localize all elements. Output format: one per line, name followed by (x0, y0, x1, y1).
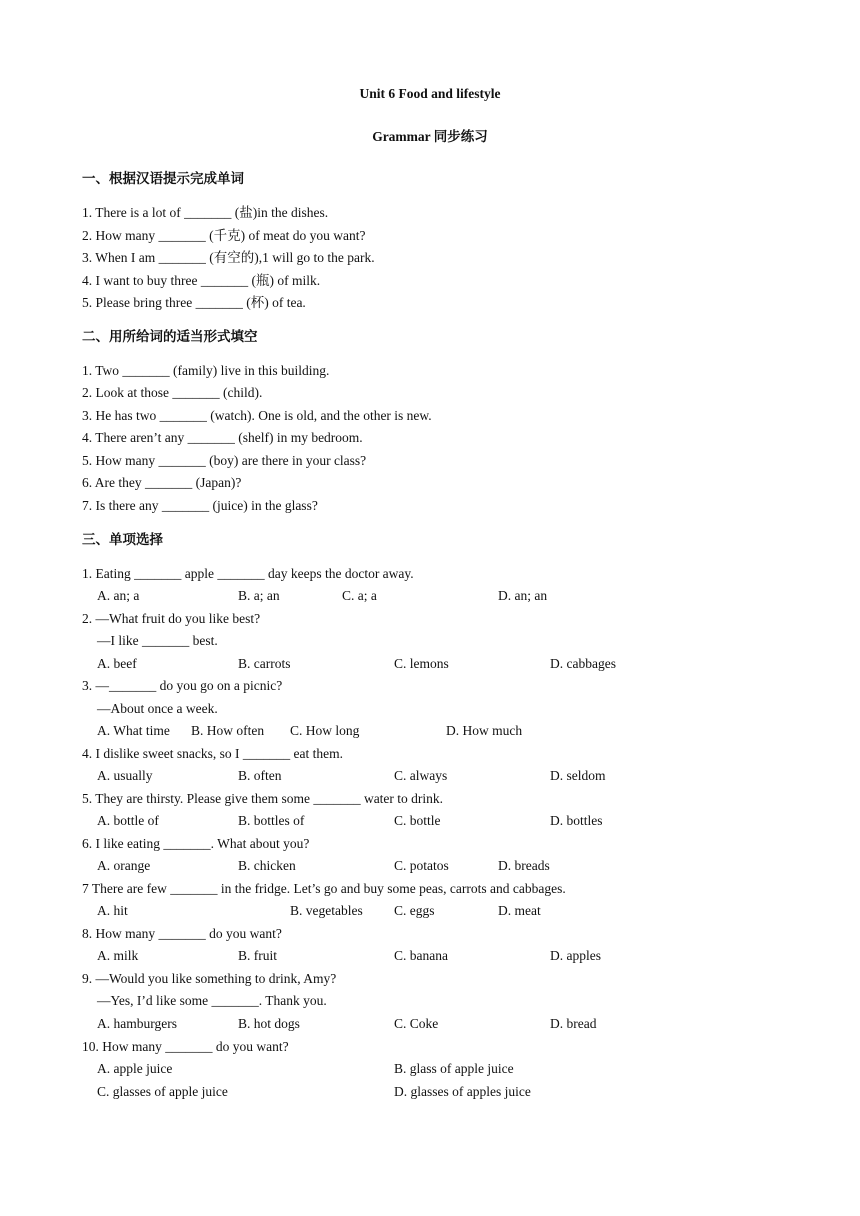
q1-stem: 1. Eating _______ apple _______ day keeps the doctor away. (82, 566, 414, 581)
s2-item-4: 4. There aren’t any _______ (shelf) in my bedroom. (82, 430, 363, 445)
q3-option-c: C. How long (290, 723, 360, 738)
section-2-heading: 二、用所给词的适当形式填空 (82, 329, 258, 345)
q4-option-d: D. seldom (550, 768, 606, 783)
q7-option-d: D. meat (498, 903, 541, 918)
q5-option-c: C. bottle (394, 813, 441, 828)
q9-option-a: A. hamburgers (97, 1016, 177, 1031)
q6-option-b: B. chicken (238, 858, 296, 873)
q2-option-d: D. cabbages (550, 656, 616, 671)
q5-option-b: B. bottles of (238, 813, 305, 828)
s1-item-4: 4. I want to buy three _______ (瓶) of milk. (82, 273, 321, 288)
q8-option-a: A. milk (97, 948, 139, 963)
q2-stem: 2. —What fruit do you like best? (82, 611, 261, 626)
q6-option-d: D. breads (498, 858, 550, 873)
q6-option-c: C. potatos (394, 858, 449, 873)
q2-option-a: A. beef (97, 656, 137, 671)
q2-stem-reply: —I like _______ best. (97, 633, 218, 648)
page-title: Unit 6 Food and lifestyle (359, 86, 501, 101)
q9-option-c: C. Coke (394, 1016, 439, 1031)
q3-option-a: A. What time (97, 723, 170, 738)
q3-stem-reply: —About once a week. (97, 701, 218, 716)
q1-option-b: B. a; an (238, 588, 280, 603)
s2-item-2: 2. Look at those _______ (child). (82, 385, 263, 400)
q4-option-b: B. often (238, 768, 282, 783)
q3-option-b: B. How often (191, 723, 265, 738)
q1-option-a: A. an; a (97, 588, 140, 603)
q7-option-c: C. eggs (394, 903, 435, 918)
q1-option-d: D. an; an (498, 588, 548, 603)
q9-stem: 9. —Would you like something to drink, Amy? (82, 971, 337, 986)
q3-stem: 3. —_______ do you go on a picnic? (82, 678, 283, 693)
q10-option-c: C. glasses of apple juice (97, 1084, 228, 1099)
q4-option-c: C. always (394, 768, 448, 783)
s2-item-6: 6. Are they _______ (Japan)? (82, 475, 242, 490)
s1-item-3: 3. When I am _______ (有空的),1 will go to the park. (82, 250, 375, 265)
q4-option-a: A. usually (97, 768, 153, 783)
q8-option-c: C. banana (394, 948, 448, 963)
page-subtitle: Grammar 同步练习 (372, 129, 488, 144)
s2-item-5: 5. How many _______ (boy) are there in your class? (82, 453, 367, 468)
s1-item-5: 5. Please bring three _______ (杯) of tea. (82, 295, 306, 310)
q2-option-b: B. carrots (238, 656, 291, 671)
q8-stem: 8. How many _______ do you want? (82, 926, 282, 941)
q7-option-b: B. vegetables (290, 903, 363, 918)
s1-item-1: 1. There is a lot of _______ (盐)in the dishes. (82, 205, 329, 220)
q10-stem: 10. How many _______ do you want? (82, 1039, 289, 1054)
q8-option-d: D. apples (550, 948, 601, 963)
q8-option-b: B. fruit (238, 948, 277, 963)
s2-item-7: 7. Is there any _______ (juice) in the glass? (82, 498, 318, 513)
section-1-heading: 一、根据汉语提示完成单词 (82, 171, 244, 187)
q1-option-c: C. a; a (342, 588, 377, 603)
s2-item-1: 1. Two _______ (family) live in this building. (82, 363, 330, 378)
q3-option-d: D. How much (446, 723, 523, 738)
q6-stem: 6. I like eating _______. What about you? (82, 836, 310, 851)
section-3-heading: 三、单项选择 (82, 532, 163, 548)
q10-option-a: A. apple juice (97, 1061, 173, 1076)
q6-option-a: A. orange (97, 858, 151, 873)
q5-stem: 5. They are thirsty. Please give them some _______ water to drink. (82, 791, 444, 806)
q10-option-d: D. glasses of apples juice (394, 1084, 531, 1099)
q5-option-a: A. bottle of (97, 813, 159, 828)
q9-stem-reply: —Yes, I’d like some _______. Thank you. (97, 993, 327, 1008)
q4-stem: 4. I dislike sweet snacks, so I _______ eat them. (82, 746, 343, 761)
q5-option-d: D. bottles (550, 813, 603, 828)
q7-option-a: A. hit (97, 903, 128, 918)
q10-option-b: B. glass of apple juice (394, 1061, 514, 1076)
s1-item-2: 2. How many _______ (千克) of meat do you want? (82, 228, 366, 243)
q9-option-b: B. hot dogs (238, 1016, 300, 1031)
q9-option-d: D. bread (550, 1016, 597, 1031)
q2-option-c: C. lemons (394, 656, 449, 671)
q7-stem: 7 There are few _______ in the fridge. Let’s go and buy some peas, carrots and cabbages. (82, 881, 566, 896)
s2-item-3: 3. He has two _______ (watch). One is old, and the other is new. (82, 408, 432, 423)
